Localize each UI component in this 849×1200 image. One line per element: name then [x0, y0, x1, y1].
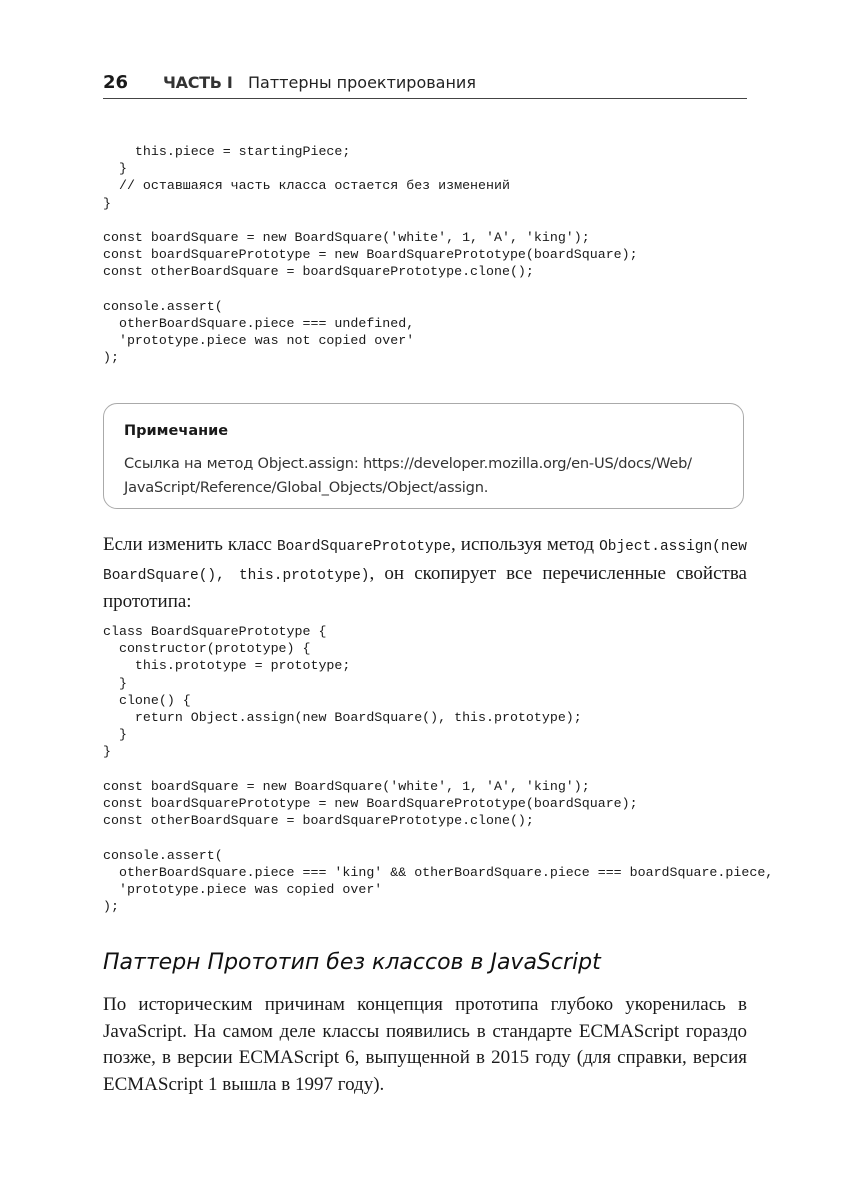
- paragraph-2: По историческим причинам концепция прототипа глубоко укоренилась в JavaScript. На самом деле классы появились в стандарте ECMAScript гораздо позже, в версии ECMAScript 6, выпущенной в 2015 году (для справки, версия ECMAScript 1 вышла в 1997 году).: [103, 994, 747, 1095]
- note-body: Ссылка на метод Object.assign: https://developer.mozilla.org/en-US/docs/Web/ JavaScript/Reference/Global_Objects/Object/assign.: [124, 455, 692, 496]
- text: , он скопирует все перечисленные свойства прототипа:: [103, 562, 747, 612]
- text: , используя метод: [451, 534, 600, 555]
- inline-code: BoardSquarePrototype: [276, 539, 452, 555]
- note-box: [103, 403, 744, 509]
- code-block-1: this.piece = startingPiece; } // оставшаяся часть класса остается без изменений } const boardSquare = new BoardSquare('white', 1, 'A', 'king'); const boardSquarePrototype = new BoardSquarePrototype(boardSquare); const otherBoardSquare = boardSquarePrototype.clone(); console.assert( otherBoardSquare.piece === undefined, 'prototype.piece was not copied over' );: [103, 144, 638, 366]
- inline-code: Object.assign(new BoardSquare(), this.prototype): [103, 539, 747, 584]
- section-heading: Паттерн Прототип без классов в JavaScript: [103, 950, 601, 975]
- part-label: ЧАСТЬ I: [163, 73, 233, 92]
- part-title: Паттерны проектирования: [248, 73, 476, 92]
- text: Если изменить класс: [103, 534, 277, 555]
- page-number: 26: [103, 72, 129, 93]
- note-title: Примечание: [124, 423, 229, 439]
- code-block-2: class BoardSquarePrototype { constructor(prototype) { this.prototype = prototype; } clone() { return Object.assign(new BoardSquare(), this.prototype); } } const boardSquare = new BoardSquare('white', 1, 'A', 'king'); const boardSquarePrototype = new BoardSquarePrototype(boardSquare); const otherBoardSquare = boardSquarePrototype.clone(); console.assert( otherBoardSquare.piece === 'king' && otherBoardSquare.piece === boardSquare.piece, 'prototype.piece was copied over' );: [103, 624, 774, 915]
- running-header: [103, 70, 747, 99]
- paragraph-1: [103, 532, 747, 616]
